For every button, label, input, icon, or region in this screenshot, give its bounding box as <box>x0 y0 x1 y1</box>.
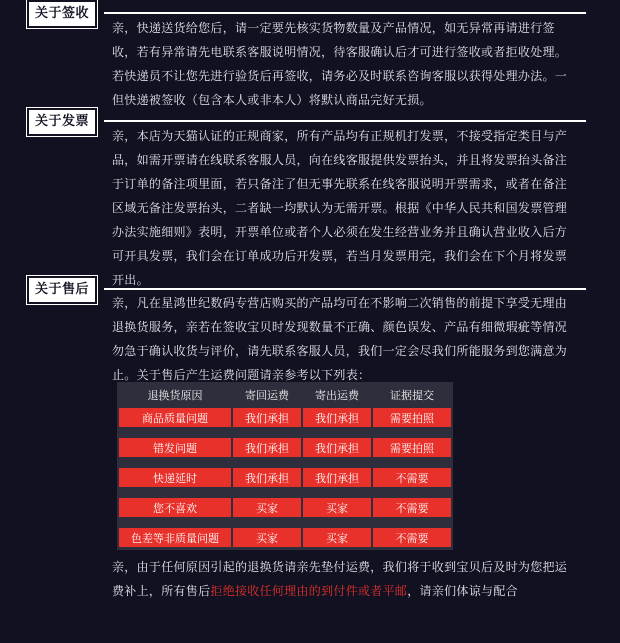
table-cell: 我们承担 <box>303 408 371 427</box>
table-cell: 需要拍照 <box>373 408 451 427</box>
aftersale-text: 亲，凡在星鸿世纪数码专营店购买的产品均可在不影响二次销售的前提下享受无理由退换货服务，亲若在签收宝贝时发现数量不正确、颜色误发、产品有细微瑕疵等情况勿急于确认收货与评价，请先联系客服人员，我们一定会尽我们所能服务到您满意为止。关于售后产生运费问题请亲参考以下列表： <box>112 296 568 382</box>
section-aftersale <box>0 278 620 382</box>
table-row <box>119 528 451 547</box>
table-row <box>119 468 451 487</box>
header-return-shipping: 寄回运费 <box>245 389 289 402</box>
divider-line <box>104 12 586 14</box>
section-receipt <box>0 2 620 107</box>
table-cell: 买家 <box>303 498 371 517</box>
table-cell: 错发问题 <box>119 438 231 457</box>
divider-line <box>104 288 586 290</box>
invoice-text: 亲，本店为天猫认证的正规商家，所有产品均有正规机打发票，不接受指定类目与产品，如需开票请在线联系客服人员，向在线客服提供发票抬头，并且将发票抬头备注于订单的备注项里面，若只备注了但无事先联系在线客服说明开票需求，或者在备注区域无备注发票抬头，二者缺一均默认为无需开票。根据《中华人民共和国发票管理办法实施细则》表明，开票单位或者个人必须在发生经营业务并且确认营业收入后方可开具发票，我们会在订单成功后开发票，若当月发票用完，我们会在下个月将发票开出。 <box>112 129 568 287</box>
table-cell: 我们承担 <box>233 468 301 487</box>
table-cell: 我们承担 <box>303 438 371 457</box>
header-reason: 退换货原因 <box>147 389 203 402</box>
section-tag-aftersale: 关于售后 <box>29 278 95 302</box>
shipping-policy-table <box>117 382 453 550</box>
table-cell: 买家 <box>303 528 371 547</box>
footer-text: 亲，由于任何原因引起的退换货请亲先垫付运费，我们将于收到宝贝后及时为您把运费补上，所有售后 <box>112 560 568 598</box>
table-cell: 不需要 <box>373 468 451 487</box>
section-tag-receipt: 关于签收 <box>29 2 95 26</box>
table-row <box>119 408 451 427</box>
footer-note <box>112 555 574 603</box>
table-cell: 买家 <box>233 528 301 547</box>
table-cell: 我们承担 <box>233 408 301 427</box>
row-spacer <box>119 520 451 525</box>
table-cell: 商品质量问题 <box>119 408 231 427</box>
footer-warning: 拒绝接收任何理由的到付件或者平邮 <box>210 584 408 598</box>
table-header-row <box>119 385 451 405</box>
footer-text-end: ，请亲们体谅与配合 <box>407 584 518 598</box>
header-evidence: 证据提交 <box>390 389 434 402</box>
table-cell: 我们承担 <box>233 438 301 457</box>
table-cell: 您不喜欢 <box>119 498 231 517</box>
row-spacer <box>119 460 451 465</box>
row-spacer <box>119 490 451 495</box>
table-cell: 需要拍照 <box>373 438 451 457</box>
divider-line <box>104 120 586 122</box>
table-cell: 不需要 <box>373 498 451 517</box>
table-cell: 买家 <box>233 498 301 517</box>
table-row <box>119 438 451 457</box>
receipt-text: 亲，快递送货给您后，请一定要先核实货物数量及产品情况，如无异常再请进行签收，若有异常请先电联系客服说明情况，待客服确认后才可进行签收或者拒收处理。若快递员不让您先进行验货后再签收，请务必及时联系咨询客服以获得处理办法。一但快递被签收（包含本人或非本人）将默认商品完好无损。 <box>112 21 568 107</box>
header-send-shipping: 寄出运费 <box>315 389 359 402</box>
section-invoice <box>0 110 620 287</box>
table-row <box>119 498 451 517</box>
table-cell: 色差等非质量问题 <box>119 528 231 547</box>
row-spacer <box>119 430 451 435</box>
table-cell: 快递延时 <box>119 468 231 487</box>
section-tag-invoice: 关于发票 <box>29 110 95 134</box>
table-cell: 不需要 <box>373 528 451 547</box>
table-cell: 我们承担 <box>303 468 371 487</box>
